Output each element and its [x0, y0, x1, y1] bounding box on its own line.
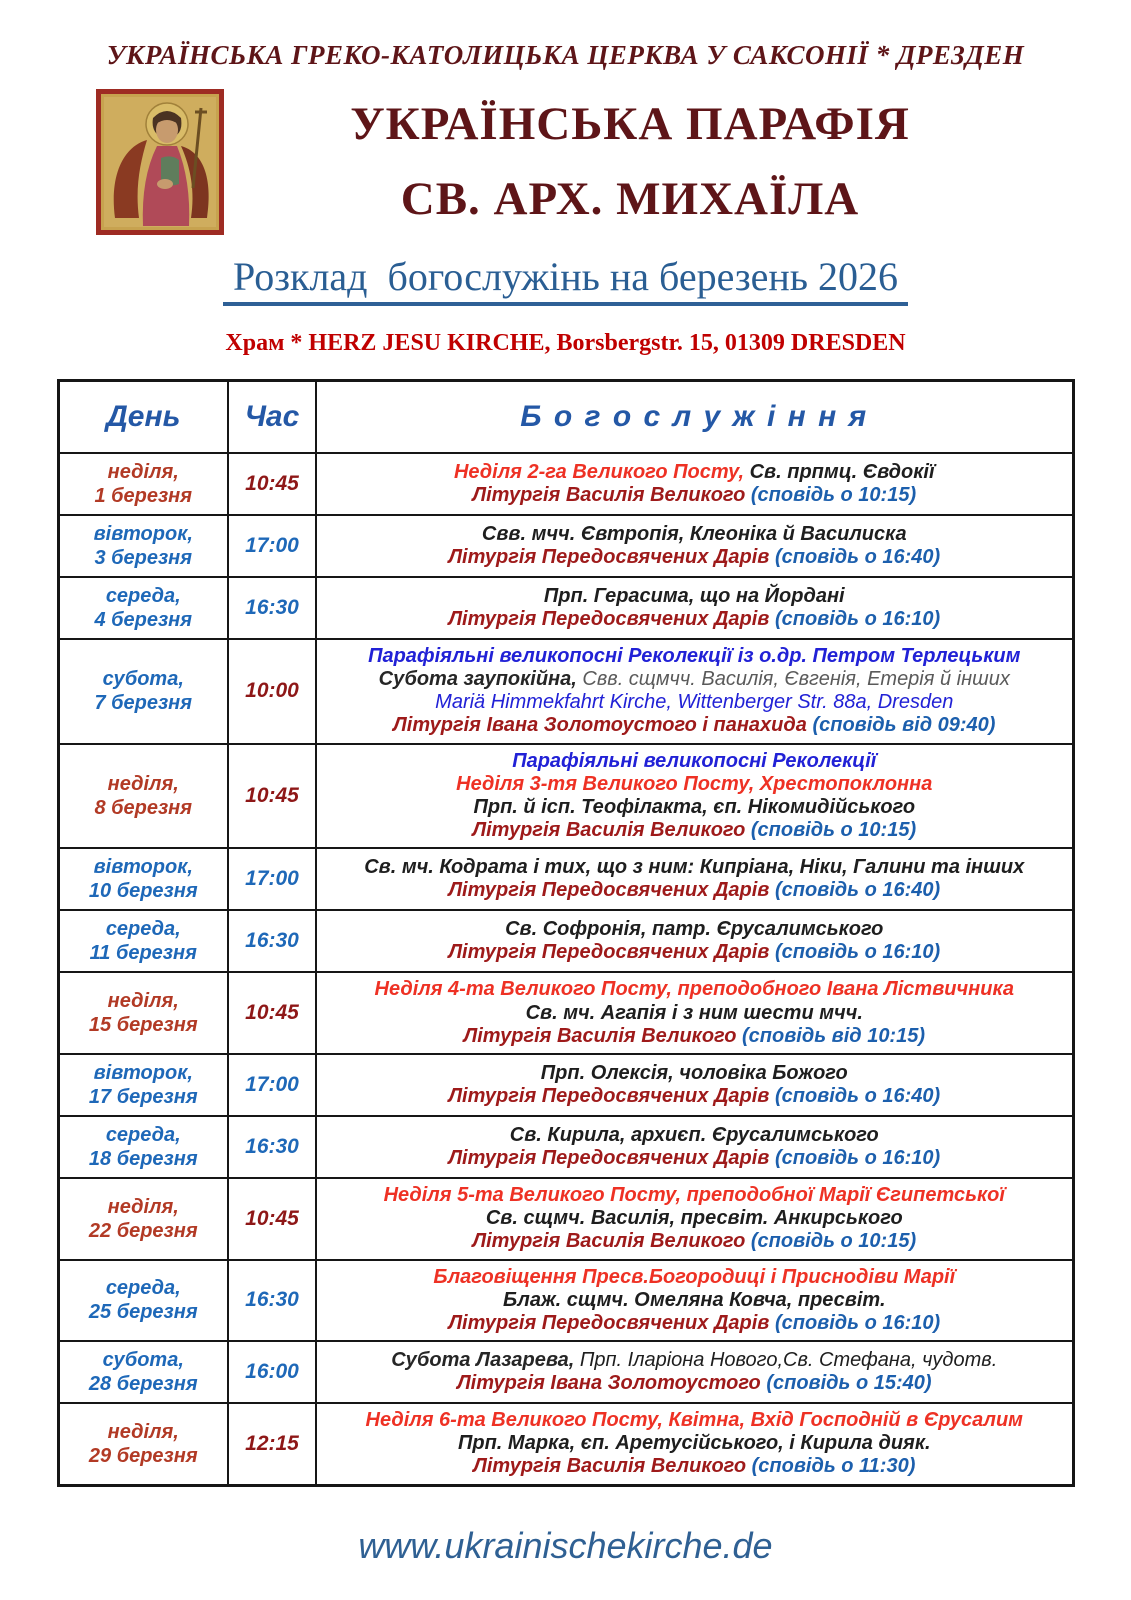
service-cell: [316, 1054, 1073, 1116]
service-row: [58, 1403, 1073, 1485]
service-line: Блаж. сщмч. Омеляна Ковча, пресвіт.: [502, 1288, 886, 1311]
service-line: Благовіщення Пресв.Богородиці і Приснодіви Марії: [433, 1265, 956, 1288]
church-address: Храм * HERZ JESU KIRCHE, Borsbergstr. 15, 01309 DRESDEN: [225, 330, 906, 357]
service-line: Літургія Василія Великого (сповідь о 11:30): [473, 1455, 916, 1478]
column-header-time: Час: [228, 381, 316, 453]
service-line: Прп. Герасима, що на Йордані: [543, 584, 845, 607]
org-name-line: УКРАЇНСЬКА ГРЕКО-КАТОЛИЦЬКА ЦЕРКВА У САКСОНІЇ * ДРЕЗДЕН: [106, 40, 1025, 70]
day-cell: середа, 4 березня: [58, 577, 228, 639]
service-line: Св. мч. Кодрата і тих, що з ним: Кипріана, Ніки, Галини та інших: [364, 856, 1025, 879]
service-cell: [316, 910, 1073, 972]
service-line: Прп. й ісп. Теофілакта, єп. Нікомидійського: [473, 796, 916, 818]
service-line: Субота заупокійна, Свв. сщмчч. Василія, Євгенія, Етерія й інших: [378, 668, 1010, 691]
service-line: Mariä Himmekfahrt Kirche, Wittenberger Str. 88a, Dresden: [435, 691, 954, 714]
service-cell: [316, 972, 1073, 1054]
service-row: [58, 1178, 1073, 1260]
service-line: Неділя 6-та Великого Посту, Квітна, Вхід Господній в Єрусалим: [365, 1409, 1023, 1432]
time-cell: 12:15: [228, 1403, 316, 1485]
time-cell: 10:45: [228, 1178, 316, 1260]
service-line: Неділя 4-та Великого Посту, преподобного Івана Ліствичника: [374, 978, 1014, 1001]
service-row: [58, 1341, 1073, 1403]
service-line: Субота Лазарева, Прп. Іларіона Нового,Св. Стефана, чудотв.: [391, 1348, 998, 1371]
time-cell: 16:30: [228, 910, 316, 972]
service-line: Парафіяльні великопосні Реколекції: [512, 749, 877, 772]
service-cell: [316, 1116, 1073, 1178]
column-header-day: День: [58, 381, 228, 453]
service-line: Свв. мчч. Євтропія, Клеоніка й Василиска: [481, 522, 907, 545]
time-cell: 10:45: [228, 972, 316, 1054]
service-line: Літургія Передосвячених Дарів (сповідь о 16:40): [448, 1084, 941, 1107]
day-cell: неділя, 22 березня: [58, 1178, 228, 1260]
day-cell: вівторок, 17 березня: [58, 1054, 228, 1116]
day-cell: середа, 11 березня: [58, 910, 228, 972]
time-cell: 17:00: [228, 515, 316, 577]
service-line: Літургія Василія Великого (сповідь о 10:15): [472, 483, 917, 506]
day-cell: неділя, 15 березня: [58, 972, 228, 1054]
time-cell: 16:30: [228, 577, 316, 639]
service-row: [58, 972, 1073, 1054]
day-cell: вівторок, 3 березня: [58, 515, 228, 577]
service-cell: [316, 1178, 1073, 1260]
service-line: Літургія Передосвячених Дарів (сповідь о 16:10): [448, 1146, 941, 1169]
time-cell: 10:45: [228, 744, 316, 849]
service-cell: [316, 453, 1073, 515]
time-cell: 10:00: [228, 639, 316, 744]
service-row: [58, 744, 1073, 849]
service-line: Літургія Передосвячених Дарів (сповідь о 16:40): [448, 879, 941, 902]
header-row: [58, 381, 1073, 453]
schedule-table: [57, 379, 1075, 1486]
service-line: Літургія Передосвячених Дарів (сповідь о 16:10): [448, 607, 941, 630]
service-cell: [316, 1260, 1073, 1342]
service-line: Парафіяльні великопосні Реколекції із о.др. Петром Терлецьким: [368, 644, 1021, 667]
service-line: Неділя 2-га Великого Посту, Св. прпмц. Євдокії: [453, 460, 935, 483]
service-row: [58, 910, 1073, 972]
service-line: Літургія Василія Великого (сповідь о 10:15): [472, 819, 917, 842]
schedule-title-wrap: [0, 253, 1131, 306]
service-row: [58, 1054, 1073, 1116]
time-cell: 17:00: [228, 1054, 316, 1116]
service-cell: [316, 1341, 1073, 1403]
service-line: Св. сщмч. Василія, пресвіт. Анкирського: [485, 1207, 903, 1230]
service-row: [58, 1260, 1073, 1342]
service-line: Св. мч. Агапія і з ним шести мчч.: [525, 1001, 863, 1024]
website-url: www.ukrainischekirche.de: [358, 1524, 773, 1566]
time-cell: 17:00: [228, 848, 316, 910]
service-line: Літургія Передосвячених Дарів (сповідь о 16:40): [448, 545, 941, 568]
day-cell: неділя, 1 березня: [58, 453, 228, 515]
day-cell: середа, 25 березня: [58, 1260, 228, 1342]
service-line: Літургія Івана Золотоустого і панахида (сповідь від 09:40): [393, 714, 996, 737]
service-line: Неділя 5-та Великого Посту, преподобної Марії Єгипетської: [383, 1183, 1005, 1206]
service-cell: [316, 577, 1073, 639]
day-cell: субота, 7 березня: [58, 639, 228, 744]
schedule-table-body: [58, 453, 1073, 1485]
day-cell: середа, 18 березня: [58, 1116, 228, 1178]
day-cell: субота, 28 березня: [58, 1341, 228, 1403]
time-cell: 16:00: [228, 1341, 316, 1403]
service-line: Прп. Олексія, чоловіка Божого: [540, 1061, 848, 1084]
service-row: [58, 639, 1073, 744]
service-row: [58, 1116, 1073, 1178]
parish-title-line2: СВ. АРХ. МИХАЇЛА: [400, 173, 860, 226]
service-cell: [316, 848, 1073, 910]
time-cell: 10:45: [228, 453, 316, 515]
service-cell: [316, 515, 1073, 577]
service-line: Неділя 3-тя Великого Посту, Хрестопоклонна: [456, 772, 933, 795]
parish-title: [225, 87, 1035, 237]
service-line: Літургія Передосвячених Дарів (сповідь о 16:10): [448, 1311, 941, 1334]
schedule-table-head: [58, 381, 1073, 453]
service-row: [58, 515, 1073, 577]
st-michael-icon: [95, 88, 225, 236]
service-line: Літургія Василія Великого (сповідь о 10:15): [472, 1230, 917, 1253]
service-line: Літургія Івана Золотоустого (сповідь о 15:40): [456, 1372, 932, 1395]
service-line: Літургія Передосвячених Дарів (сповідь о 16:10): [448, 941, 941, 964]
service-line: Св. Софронія, патр. Єрусалимського: [505, 918, 884, 941]
time-cell: 16:30: [228, 1260, 316, 1342]
service-line: Літургія Василія Великого (сповідь від 10:15): [463, 1024, 926, 1047]
service-cell: [316, 744, 1073, 849]
day-cell: неділя, 29 березня: [58, 1403, 228, 1485]
service-row: [58, 577, 1073, 639]
day-cell: вівторок, 10 березня: [58, 848, 228, 910]
schedule-title: Розклад богослужінь на березень 2026: [223, 253, 908, 306]
service-row: [58, 848, 1073, 910]
service-line: Св. Кирила, архиєп. Єрусалимського: [509, 1123, 879, 1146]
day-cell: неділя, 8 березня: [58, 744, 228, 849]
service-row: [58, 453, 1073, 515]
service-cell: [316, 1403, 1073, 1485]
parish-title-line1: УКРАЇНСЬКА ПАРАФІЯ: [350, 98, 910, 150]
time-cell: 16:30: [228, 1116, 316, 1178]
header-block: [95, 87, 1035, 237]
service-line: Прп. Марка, єп. Аретусійського, і Кирила дияк.: [457, 1432, 931, 1455]
column-header-services: Б о г о с л у ж і н н я: [316, 381, 1073, 453]
service-cell: [316, 639, 1073, 744]
